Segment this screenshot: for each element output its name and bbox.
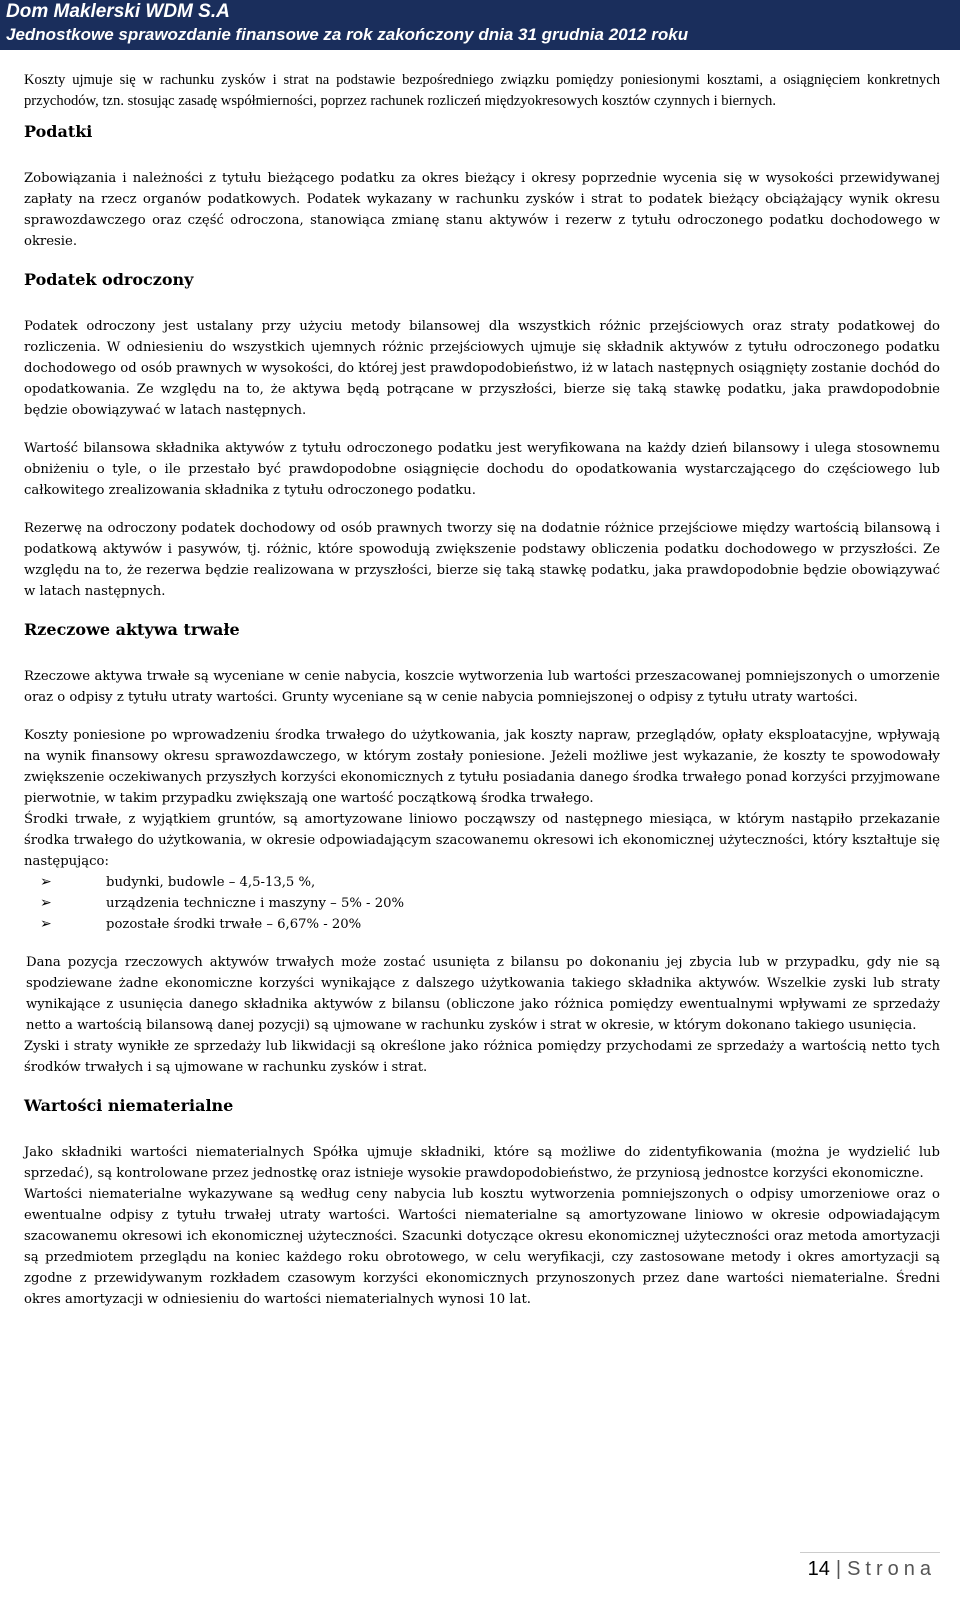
wartosci-niematerialne-paragraph-2: Wartości niematerialne wykazywane są według ceny nabycia lub kosztu wytworzenia pomniejszonych o odpisy umorzeniowe oraz o ewentualne odpisy z tytułu trwałej utraty wartości. Wartości niematerialne są amortyzowane liniowo w okresie odpowiadającym szacowanemu okresowi ich ekonomicznej użyteczności. Szacunki dotyczące okresu ekonomicznej użyteczności oraz metoda amortyzacji są przedmiotem przeglądu na koniec każdego roku obrotowego, w celu weryfikacji, czy zastosowane metody i okres amortyzacji są zgodne z przewidywanym rozkładem czasowym korzyści ekonomicznych przynoszonych przez dane wartości niematerialne. Średni okres amortyzacji w odniesieniu do wartości niematerialnych wynosi 10 lat. (24, 1187, 940, 1307)
footer-separator: | (835, 1558, 842, 1580)
podatki-paragraph-1: Zobowiązania i należności z tytułu bieżącego podatku za okres bieżący i okresy poprzednie wycenia się w wysokości przewidywanej zapłaty na rzecz organów podatkowych. Podatek wykazany w rachunku zysków i strat to podatek bieżący obciążający wynik okresu sprawozdawczego oraz część odroczona, stanowiąca zmianę stanu aktywów i rezerw z tytułu odroczonego podatku dochodowego w okresie. (24, 171, 940, 249)
heading-podatek-odroczony: Podatek odroczony (24, 270, 194, 289)
list-item-text: budynki, budowle – 4,5-13,5 %, (106, 875, 316, 890)
wartosci-niematerialne-paragraph-1: Jako składniki wartości niematerialnych Spółka ujmuje składniki, które są możliwe do zidentyfikowania (można je wydzielić lub sprzedać), są kontrolowane przez jednostkę oraz istnieje wysokie prawdopodobieństwo, że przyniosą jednostce korzyści ekonomiczne. (24, 1145, 940, 1181)
heading-podatki: Podatki (24, 122, 93, 141)
rzeczowe-aktywa-paragraph-4: Dana pozycja rzeczowych aktywów trwałych może zostać usunięta z bilansu po dokonaniu jej zbycia lub w przypadku, gdy nie są spodziewane żadne ekonomiczne korzyści wynikające z dalszego użytkowania takiego składnika aktywów. Wszelkie zyski lub straty wynikające z usunięcia danego składnika aktywów z bilansu (obliczone jako różnica pomiędzy ewentualnymi wpływami ze sprzedaży netto a wartością bilansową danej pozycji) są ujmowane w rachunku zysków i strat w okresie, w którym dokonano takiego usunięcia. (26, 955, 940, 1033)
podatek-odroczony-paragraph-2: Wartość bilansowa składnika aktywów z tytułu odroczonego podatku jest weryfikowana na każdy dzień bilansowy i ulega stosownemu obniżeniu o tyle, o ile przestało być prawdopodobne osiągnięcie dochodu do opodatkowania wystarczającego do częściowego lub całkowitego zrealizowania składnika z tytułu odroczonego podatku. (24, 441, 940, 498)
arrow-bullet-icon: ➢ (40, 895, 52, 911)
list-item (24, 914, 940, 935)
intro-paragraph: Koszty ujmuje się w rachunku zysków i strat na podstawie bezpośredniego związku pomiędzy poniesionymi kosztami, a osiągnięciem konkretnych przychodów, tzn. stosując zasadę współmierności, poprzez rachunek rozliczeń międzyokresowych kosztów czynnych i biernych. (24, 72, 940, 109)
report-title: Jednostkowe sprawozdanie finansowe za rok zakończony dnia 31 grudnia 2012 roku (6, 25, 689, 44)
heading-rzeczowe-aktywa-trwale: Rzeczowe aktywa trwałe (24, 620, 240, 639)
arrow-bullet-icon: ➢ (40, 916, 52, 932)
podatek-odroczony-paragraph-3: Rezerwę na odroczony podatek dochodowy od osób prawnych tworzy się na dodatnie różnice przejściowe między wartością bilansową i podatkową aktywów i pasywów, tj. różnic, które spowodują zwiększenie podstawy obliczenia podatku dochodowego w przyszłości. Ze względu na to, że rezerwa będzie realizowana w przyszłości, bierze się taką stawkę podatku, jaka prawdopodobnie będzie obowiązywać w latach następnych. (24, 521, 940, 599)
podatek-odroczony-paragraph-1: Podatek odroczony jest ustalany przy użyciu metody bilansowej dla wszystkich różnic przejściowych oraz straty podatkowej do rozliczenia. W odniesieniu do wszystkich ujemnych różnic przejściowych ujmuje się składnik aktywów z tytułu odroczonego podatku dochodowego od osób prawnych w wysokości, do której jest prawdopodobieństwo, iż w latach następnych osiągnięty zostanie dochód do opodatkowania. Ze względu na to, że aktywa będą potrącane w przyszłości, bierze się taką stawkę podatku, jaka prawdopodobnie będzie obowiązywać w latach następnych. (24, 319, 940, 418)
list-item-text: pozostałe środki trwałe – 6,67% - 20% (106, 917, 362, 932)
document-header (0, 0, 960, 50)
rzeczowe-aktywa-paragraph-2: Koszty poniesione po wprowadzeniu środka trwałego do użytkowania, jak koszty napraw, przeglądów, opłaty eksploatacyjne, wpływają na wynik finansowy okresu sprawozdawczego, w którym zostały poniesione. Jeżeli możliwe jest wykazanie, że koszty te spowodowały zwiększenie oczekiwanych przyszłych korzyści ekonomicznych z tytułu posiadania danego środka trwałego ponad korzyści przyjmowane pierwotnie, w takim przypadku zwiększają one wartość początkową środka trwałego. (24, 728, 940, 806)
rzeczowe-aktywa-paragraph-1: Rzeczowe aktywa trwałe są wyceniane w cenie nabycia, koszcie wytworzenia lub wartości przeszacowanej pomniejszonych o umorzenie oraz o odpisy z tytułu utraty wartości. Grunty wyceniane są w cenie nabycia pomniejszonej o odpisy z tytułu utraty wartości. (24, 669, 940, 705)
list-item (24, 893, 940, 914)
rzeczowe-aktywa-paragraph-5: Zyski i straty wynikłe ze sprzedaży lub likwidacji są określone jako różnica pomiędzy przychodami ze sprzedaży a wartością netto tych środków trwałych i są ujmowane w rachunku zysków i strat. (24, 1039, 940, 1075)
rzeczowe-aktywa-paragraph-3: Środki trwałe, z wyjątkiem gruntów, są amortyzowane liniowo począwszy od następnego miesiąca, w którym nastąpiło przekazanie środka trwałego do użytkowania, w okresie odpowiadającym szacowanemu okresowi ich ekonomicznej użyteczności, który kształtuje się następująco: (24, 812, 940, 869)
document-body (24, 70, 940, 1310)
company-name: Dom Maklerski WDM S.A (6, 1, 230, 22)
page-footer (808, 1558, 936, 1581)
footer-divider (800, 1552, 940, 1553)
arrow-bullet-icon: ➢ (40, 874, 52, 890)
list-item (24, 872, 940, 893)
page-number: 14 (807, 1558, 830, 1580)
depreciation-rates-list (24, 872, 940, 935)
heading-wartosci-niematerialne: Wartości niematerialne (24, 1096, 234, 1115)
page-label: Strona (847, 1558, 936, 1580)
list-item-text: urządzenia techniczne i maszyny – 5% - 20% (106, 896, 405, 911)
